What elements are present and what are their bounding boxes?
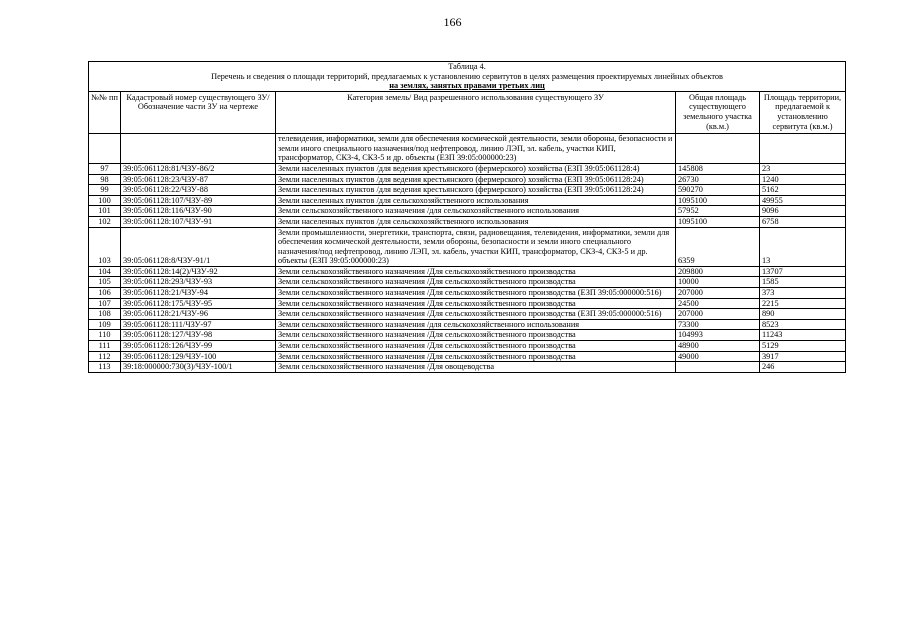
table-row	[89, 216, 846, 227]
table-row	[89, 206, 846, 217]
table-row	[89, 185, 846, 196]
table-caption-text: Перечень и сведения о площади территорий, предлагаемых к установлению сервитутов в целях размещения проектируемых линейных объектов	[211, 71, 723, 81]
cell-category: Земли сельскохозяйственного назначения /Для сельскохозяйственного производства	[276, 266, 676, 277]
cell-cadastral: 39:05:061128:126/ЧЗУ-99	[121, 341, 276, 352]
cell-num: 109	[89, 319, 121, 330]
cell-cadastral: 39:05:061128:129/ЧЗУ-100	[121, 351, 276, 362]
cell-servitude: 5162	[760, 185, 846, 196]
cell-category: Земли промышленности, энергетики, транспорта, связи, радиовещания, телевидения, информатики, земли для обеспечения космической деятельности, земли обороны, безопасности и земли иного специального назначения/под нефтепровод, линию ЛЭП, эл. кабель, участки КИП, трансформатор, СКЗ-4, СКЗ-5 и др. объекты (ЕЗП 39:05:000000:23)	[276, 227, 676, 266]
cell-category: Земли сельскохозяйственного назначения /Для сельскохозяйственного производства (ЕЗП 39:05:000000:516)	[276, 288, 676, 299]
cell-area: 590270	[676, 185, 760, 196]
cell-category: Земли сельскохозяйственного назначения /Для сельскохозяйственного производства	[276, 351, 676, 362]
cell-category: Земли населенных пунктов /для ведения крестьянского (фермерского) хозяйства (ЕЗП 39:05:061128:24)	[276, 174, 676, 185]
cell-area: 49000	[676, 351, 760, 362]
table-row	[89, 362, 846, 373]
cell-area: 6359	[676, 227, 760, 266]
table-title: Таблица 4.	[448, 62, 486, 71]
cell-servitude: 13	[760, 227, 846, 266]
cell-servitude: 23	[760, 163, 846, 174]
cell-servitude: 1585	[760, 277, 846, 288]
cell-servitude: 13707	[760, 266, 846, 277]
cell-area	[676, 134, 760, 164]
cell-num: 102	[89, 216, 121, 227]
cell-cadastral: 39:05:061128:22/ЧЗУ-88	[121, 185, 276, 196]
cell-num: 101	[89, 206, 121, 217]
cell-servitude: 246	[760, 362, 846, 373]
table-row	[89, 309, 846, 320]
table-row	[89, 277, 846, 288]
cell-category: Земли населенных пунктов /для сельскохозяйственного использования	[276, 216, 676, 227]
cell-servitude: 2215	[760, 298, 846, 309]
cell-category: Земли сельскохозяйственного назначения /для сельскохозяйственного использования	[276, 319, 676, 330]
cell-cadastral: 39:05:061128:175/ЧЗУ-95	[121, 298, 276, 309]
cell-cadastral: 39:05:061128:14(2)/ЧЗУ-92	[121, 266, 276, 277]
cell-category: Земли населенных пунктов /для ведения крестьянского (фермерского) хозяйства (ЕЗП 39:05:061128:24)	[276, 185, 676, 196]
table-caption-subtitle: на землях, занятых правами третьих лиц	[389, 81, 545, 91]
cell-servitude: 11243	[760, 330, 846, 341]
cell-servitude: 3917	[760, 351, 846, 362]
header-area: Общая площадь существующего земельного участка (кв.м.)	[676, 91, 760, 133]
cell-area: 104993	[676, 330, 760, 341]
cell-num: 108	[89, 309, 121, 320]
cell-cadastral: 39:05:061128:23/ЧЗУ-87	[121, 174, 276, 185]
servitude-table	[88, 61, 846, 373]
cell-cadastral: 39:05:061128:107/ЧЗУ-89	[121, 195, 276, 206]
cell-servitude: 8523	[760, 319, 846, 330]
cell-category: Земли сельскохозяйственного назначения /Для овощеводства	[276, 362, 676, 373]
cell-category: Земли сельскохозяйственного назначения /Для сельскохозяйственного производства	[276, 298, 676, 309]
header-category: Категория земель/ Вид разрешенного использования существующего ЗУ	[276, 91, 676, 133]
cell-cadastral: 39:05:061128:116/ЧЗУ-90	[121, 206, 276, 217]
cell-num: 99	[89, 185, 121, 196]
header-cadastral: Кадастровый номер существующего ЗУ/ Обозначение части ЗУ на чертеже	[121, 91, 276, 133]
table-row	[89, 298, 846, 309]
cell-cadastral: 39:05:061128:107/ЧЗУ-91	[121, 216, 276, 227]
cell-area: 1095100	[676, 195, 760, 206]
header-num: №№ пп	[89, 91, 121, 133]
cell-servitude: 9096	[760, 206, 846, 217]
cell-servitude: 6758	[760, 216, 846, 227]
cell-servitude: 5129	[760, 341, 846, 352]
cell-num: 107	[89, 298, 121, 309]
cell-servitude: 890	[760, 309, 846, 320]
cell-servitude: 373	[760, 288, 846, 299]
page-number: 166	[443, 15, 462, 29]
cell-num: 112	[89, 351, 121, 362]
cell-area: 207000	[676, 309, 760, 320]
cell-area: 1095100	[676, 216, 760, 227]
cell-num	[89, 134, 121, 164]
table-row	[89, 195, 846, 206]
cell-num: 111	[89, 341, 121, 352]
table-row	[89, 330, 846, 341]
table-row	[89, 227, 846, 266]
cell-category: Земли сельскохозяйственного назначения /для сельскохозяйственного использования	[276, 206, 676, 217]
table-row	[89, 319, 846, 330]
cell-num: 113	[89, 362, 121, 373]
cell-num: 110	[89, 330, 121, 341]
cell-cadastral: 39:05:061128:21/ЧЗУ-94	[121, 288, 276, 299]
table-row	[89, 341, 846, 352]
cell-category: Земли населенных пунктов /для ведения крестьянского (фермерского) хозяйства (ЕЗП 39:05:061128:4)	[276, 163, 676, 174]
cell-num: 103	[89, 227, 121, 266]
cell-area: 48900	[676, 341, 760, 352]
cell-cadastral: 39:05:061128:8/ЧЗУ-91/1	[121, 227, 276, 266]
table-body	[89, 134, 846, 373]
table-header-row	[89, 91, 846, 133]
table-row	[89, 174, 846, 185]
cell-area: 145808	[676, 163, 760, 174]
cell-category: Земли сельскохозяйственного назначения /Для сельскохозяйственного производства	[276, 341, 676, 352]
cell-area: 209800	[676, 266, 760, 277]
cell-num: 106	[89, 288, 121, 299]
cell-cadastral: 39:05:061128:293/ЧЗУ-93	[121, 277, 276, 288]
cell-num: 105	[89, 277, 121, 288]
cell-cadastral: 39:18:000000:730(3)/ЧЗУ-100/1	[121, 362, 276, 373]
table-row	[89, 163, 846, 174]
cell-category: Земли сельскохозяйственного назначения /Для сельскохозяйственного производства (ЕЗП 39:05:000000:516)	[276, 309, 676, 320]
table-row	[89, 134, 846, 164]
cell-cadastral: 39:05:061128:81/ЧЗУ-86/2	[121, 163, 276, 174]
cell-num: 100	[89, 195, 121, 206]
cell-area: 24500	[676, 298, 760, 309]
table-row	[89, 288, 846, 299]
cell-category: Земли сельскохозяйственного назначения /Для сельскохозяйственного производства	[276, 330, 676, 341]
header-servitude: Площадь территории, предлагаемой к установлению сервитута (кв.м.)	[760, 91, 846, 133]
cell-area: 73300	[676, 319, 760, 330]
cell-servitude: 1240	[760, 174, 846, 185]
cell-area: 10000	[676, 277, 760, 288]
table-row	[89, 266, 846, 277]
cell-category: Земли сельскохозяйственного назначения /Для сельскохозяйственного производства	[276, 277, 676, 288]
cell-cadastral	[121, 134, 276, 164]
cell-category: телевидения, информатики, земли для обеспечения космической деятельности, земли обороны, безопасности и земли иного специального назначения/под нефтепровод, линию ЛЭП, эл. кабель, участки КИП, трансформатор, СКЗ-4, СКЗ-5 и др. объекты (ЕЗП 39:05:000000:23)	[276, 134, 676, 164]
cell-area: 26730	[676, 174, 760, 185]
cell-num: 97	[89, 163, 121, 174]
table-row	[89, 351, 846, 362]
cell-area: 57952	[676, 206, 760, 217]
cell-servitude: 49955	[760, 195, 846, 206]
cell-num: 98	[89, 174, 121, 185]
cell-area: 207000	[676, 288, 760, 299]
cell-area	[676, 362, 760, 373]
cell-category: Земли населенных пунктов /для сельскохозяйственного использования	[276, 195, 676, 206]
cell-servitude	[760, 134, 846, 164]
table-caption	[89, 62, 846, 92]
cell-cadastral: 39:05:061128:111/ЧЗУ-97	[121, 319, 276, 330]
cell-cadastral: 39:05:061128:21/ЧЗУ-96	[121, 309, 276, 320]
cell-num: 104	[89, 266, 121, 277]
table-caption-row	[89, 62, 846, 92]
cell-cadastral: 39:05:061128:127/ЧЗУ-98	[121, 330, 276, 341]
